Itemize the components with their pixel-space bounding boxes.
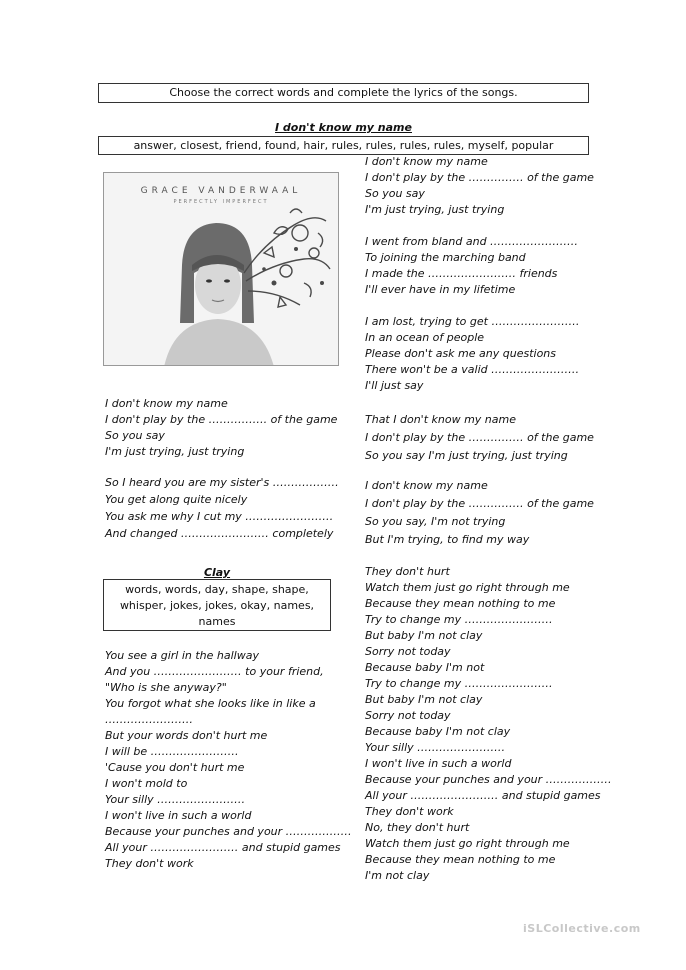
lyric-line: But your words don't hurt me	[105, 729, 268, 742]
word-bank-2-line: words, words, day, shape, shape,	[125, 583, 309, 596]
album-cover	[103, 172, 339, 366]
lyric-line	[105, 460, 339, 475]
song2-left-lyrics	[105, 648, 352, 872]
lyric-line: So you say	[105, 429, 165, 442]
lyric-line: So you say I'm just trying, just trying	[365, 449, 568, 462]
lyric-line: Because your punches and your ………………	[105, 825, 352, 838]
word-bank-2-line: whisper, jokes, jokes, okay, names,	[119, 599, 315, 612]
lyric-line: I don't play by the …………… of the game	[365, 431, 594, 444]
song-title-2: Clay	[203, 566, 231, 579]
lyric-line	[365, 298, 594, 314]
lyric-line: I don't play by the ……………. of the game	[105, 413, 338, 426]
lyric-line: They don't hurt	[365, 565, 450, 578]
lyric-line: But baby I'm not clay	[365, 693, 483, 706]
watermark: iSLCollective.com	[523, 922, 641, 935]
lyric-line: Because your punches and your ………………	[365, 773, 612, 786]
lyric-line: All your …………………… and stupid games	[365, 789, 601, 802]
lyric-line: Because they mean nothing to me	[365, 853, 556, 866]
lyric-line: I'm just trying, just trying	[105, 445, 245, 458]
lyric-line	[365, 394, 594, 412]
lyric-line: I'm just trying, just trying	[365, 203, 505, 216]
song2-right-lyrics	[365, 564, 612, 884]
lyric-line: "Who is she anyway?"	[105, 681, 227, 694]
lyric-line: I went from bland and ……………………	[365, 235, 579, 248]
lyric-line: Please don't ask me any questions	[365, 347, 557, 360]
lyric-line: But I'm trying, to find my way	[365, 533, 530, 546]
lyric-line: There won't be a valid ……………………	[365, 363, 580, 376]
word-bank-2-line: names	[198, 615, 236, 628]
word-bank-1-text: answer, closest, friend, found, hair, rules, rules, rules, rules, myself, popular	[133, 139, 554, 152]
lyric-line: I'm not clay	[365, 869, 430, 882]
lyric-line: But baby I'm not clay	[365, 629, 483, 642]
lyric-line: So you say, I'm not trying	[365, 515, 506, 528]
lyric-line: Sorry not today	[365, 645, 451, 658]
album-art-illustration	[104, 173, 339, 366]
lyric-line: I don't know my name	[365, 155, 488, 168]
lyric-line	[365, 466, 594, 478]
song1-right-lyrics	[365, 154, 594, 550]
lyric-line: To joining the marching band	[365, 251, 526, 264]
instructions-box	[98, 83, 589, 103]
lyric-line: I won't live in such a world	[105, 809, 252, 822]
lyric-line: They don't work	[365, 805, 454, 818]
word-bank-1	[98, 136, 589, 155]
lyric-line: You forgot what she looks like in like a	[105, 697, 316, 710]
lyric-line: Because baby I'm not	[365, 661, 485, 674]
lyric-line: I won't mold to	[105, 777, 188, 790]
lyric-line: And changed …………………… completely	[105, 527, 334, 540]
lyric-line: In an ocean of people	[365, 331, 485, 344]
lyric-line: Try to change my ……………………	[365, 677, 553, 690]
lyric-line: So you say	[365, 187, 425, 200]
lyric-line	[365, 218, 594, 234]
lyric-line: Sorry not today	[365, 709, 451, 722]
lyric-line: You see a girl in the hallway	[105, 649, 259, 662]
album-artist: GRACE VANDERWAAL	[140, 186, 302, 196]
lyric-line: Your silly ……………………	[105, 793, 246, 806]
lyric-line: Watch them just go right through me	[365, 581, 570, 594]
song-title-1: I don't know my name	[275, 121, 412, 134]
lyric-line: You get along quite nicely	[105, 493, 248, 506]
lyric-line: And you …………………… to your friend,	[105, 665, 324, 678]
lyric-line: So I heard you are my sister's ………………	[105, 476, 339, 489]
album-name: PERFECTLY IMPERFECT	[173, 199, 269, 205]
lyric-line: I don't know my name	[365, 479, 488, 492]
lyric-line: I made the …………………… friends	[365, 267, 558, 280]
lyric-line: All your …………………… and stupid games	[105, 841, 341, 854]
lyric-line: Because they mean nothing to me	[365, 597, 556, 610]
lyric-line: I don't play by the …………… of the game	[365, 497, 594, 510]
lyric-line: I don't know my name	[105, 397, 228, 410]
word-bank-2	[103, 579, 331, 631]
lyric-line: I will be ……………………	[105, 745, 239, 758]
lyric-line: Because baby I'm not clay	[365, 725, 511, 738]
lyric-line: I won't live in such a world	[365, 757, 512, 770]
lyric-line: I'll ever have in my lifetime	[365, 283, 516, 296]
lyric-line: No, they don't hurt	[365, 821, 470, 834]
lyric-line: You ask me why I cut my ……………………	[105, 510, 334, 523]
lyric-line: I don't play by the …………… of the game	[365, 171, 594, 184]
instructions-text: Choose the correct words and complete the lyrics of the songs.	[169, 86, 518, 99]
lyric-line: Try to change my ……………………	[365, 613, 553, 626]
lyric-line: That I don't know my name	[365, 413, 516, 426]
lyric-line: I'll just say	[365, 379, 424, 392]
lyric-line: ……………………	[105, 713, 193, 726]
song1-left-lyrics	[105, 396, 339, 543]
lyric-line: Your silly ……………………	[365, 741, 506, 754]
lyric-line: 'Cause you don't hurt me	[105, 761, 245, 774]
lyric-line: They don't work	[105, 857, 194, 870]
lyric-line: I am lost, trying to get ……………………	[365, 315, 580, 328]
lyric-line: Watch them just go right through me	[365, 837, 570, 850]
